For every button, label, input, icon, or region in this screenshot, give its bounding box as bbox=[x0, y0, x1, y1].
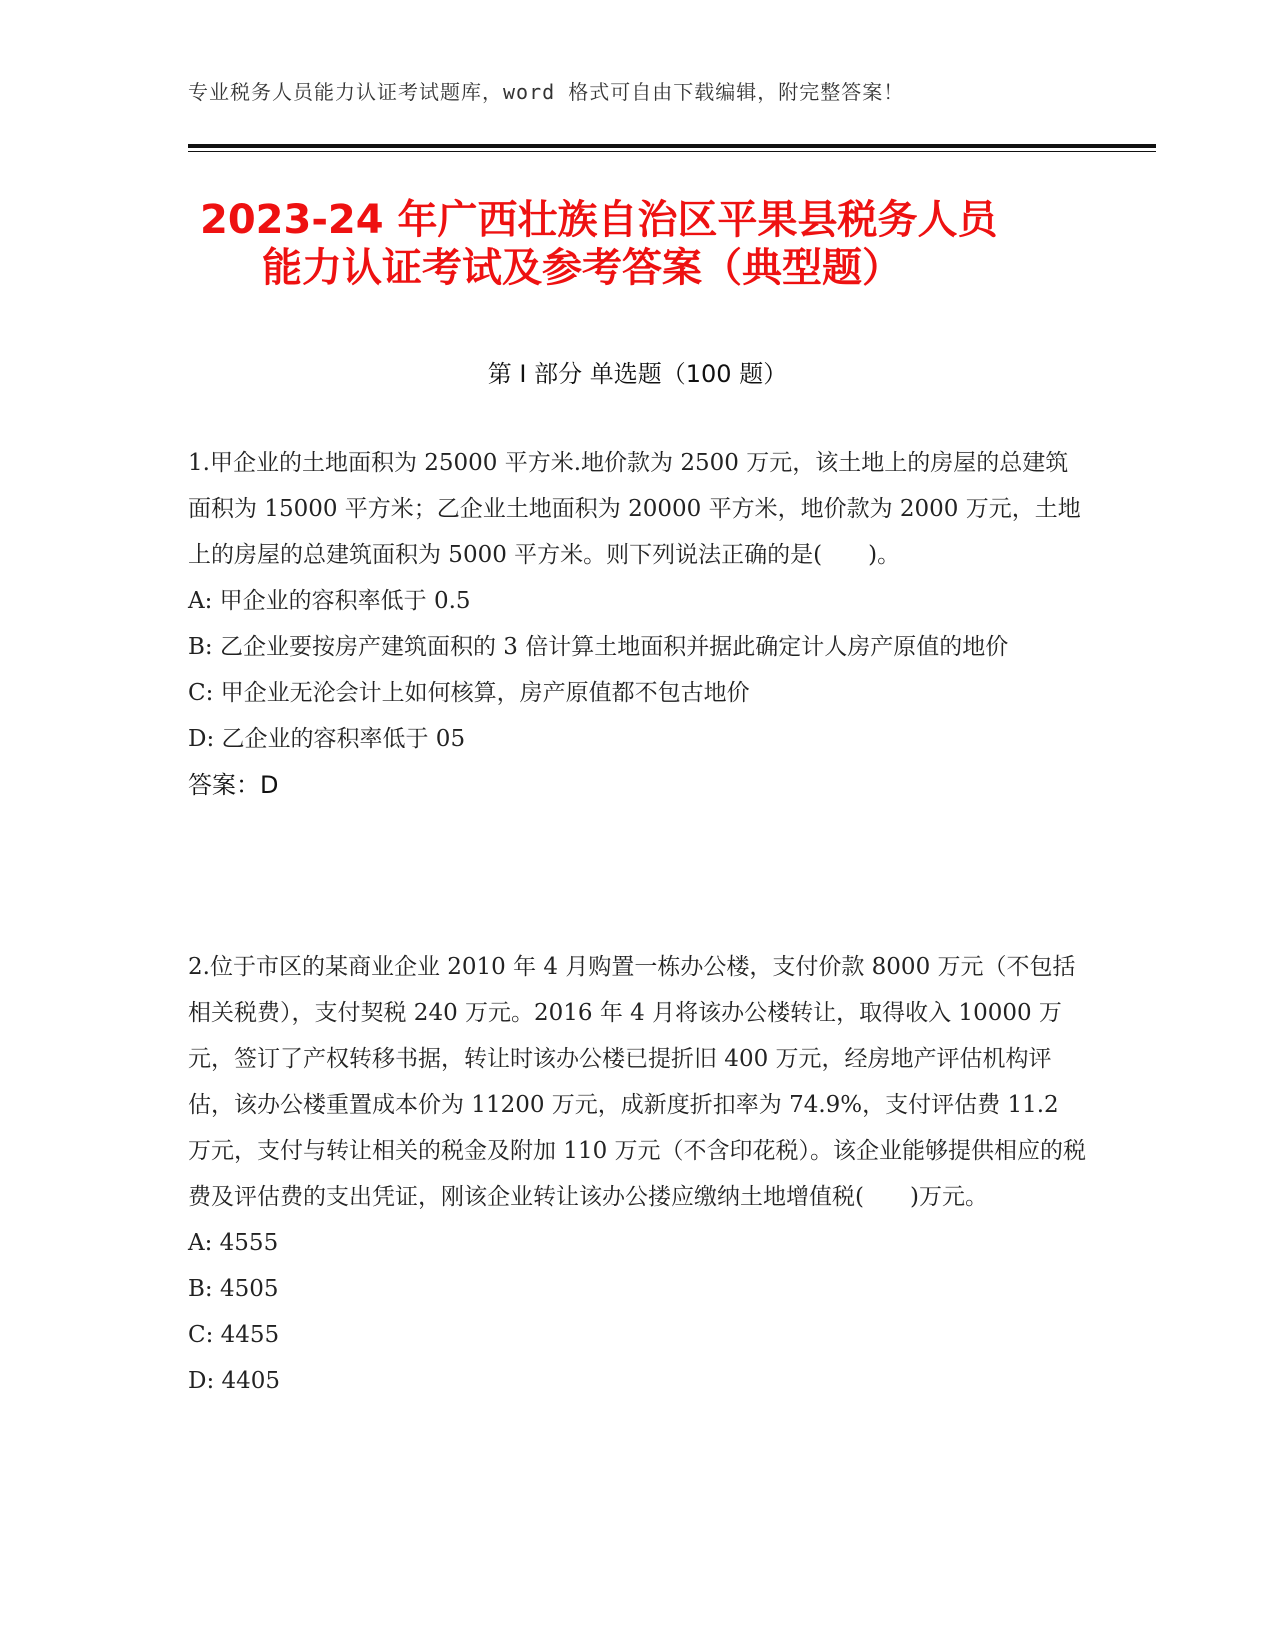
question-1-option-d: D: 乙企业的容积率低于 05 bbox=[188, 726, 466, 752]
question-2-option-a: A: 4555 bbox=[188, 1230, 279, 1256]
question-1-option-c: C: 甲企业无沦会计上如何核算，房产原值都不包古地价 bbox=[188, 680, 750, 706]
question-2 bbox=[188, 944, 1088, 1404]
question-1-option-b: B: 乙企业要按房产建筑面积的 3 倍计算土地面积并据此确定计人房产原值的地价 bbox=[188, 634, 1009, 660]
header-divider-thin bbox=[188, 151, 1156, 152]
header-note: 专业税务人员能力认证考试题库，word 格式可自由下载编辑，附完整答案！ bbox=[188, 80, 905, 104]
header-divider-thick bbox=[188, 144, 1156, 148]
question-2-stem: 2.位于市区的某商业企业 2010 年 4 月购置一栋办公楼，支付价款 8000 万元（不包括相关税费），支付契税 240 万元。2016 年 4 月将该办公楼转让，取得收入 10000 万元，签订了产权转移书据，转让时该办公楼已提折旧 400 万元，经房地产评估机构评估，该办公楼重置成本价为 11200 万元，成新度折扣率为 74.9%，支付评估费 11.2 万元，支付与转让相关的税金及附加 110 万元（不含印花税）。该企业能够提供相应的税费及评估费的支出凭证，刚该企业转让该办公搂应缴纳土地增值税( )万元。 bbox=[188, 954, 1087, 1210]
section-heading: 第 I 部分 单选题（100 题） bbox=[487, 360, 788, 388]
title-line-2: 能力认证考试及参考答案（典型题） bbox=[262, 245, 902, 291]
question-1-option-a: A: 甲企业的容积率低于 0.5 bbox=[188, 588, 471, 614]
question-2-option-d: D: 4405 bbox=[188, 1368, 281, 1394]
question-2-option-b: B: 4505 bbox=[188, 1276, 279, 1302]
question-1-answer: 答案：D bbox=[188, 771, 279, 799]
title-line-1: 2023-24 年广西壮族自治区平果县税务人员 bbox=[200, 197, 998, 243]
question-1-stem: 1.甲企业的土地面积为 25000 平方米.地价款为 2500 万元，该土地上的房屋的总建筑面积为 15000 平方米；乙企业土地面积为 20000 平方米，地价款为 2000 万元，土地上的房屋的总建筑面积为 5000 平方米。则下列说法正确的是( )。 bbox=[188, 450, 1081, 568]
document-title bbox=[200, 196, 1080, 292]
question-2-option-c: C: 4455 bbox=[188, 1322, 280, 1348]
question-1 bbox=[188, 440, 1088, 808]
